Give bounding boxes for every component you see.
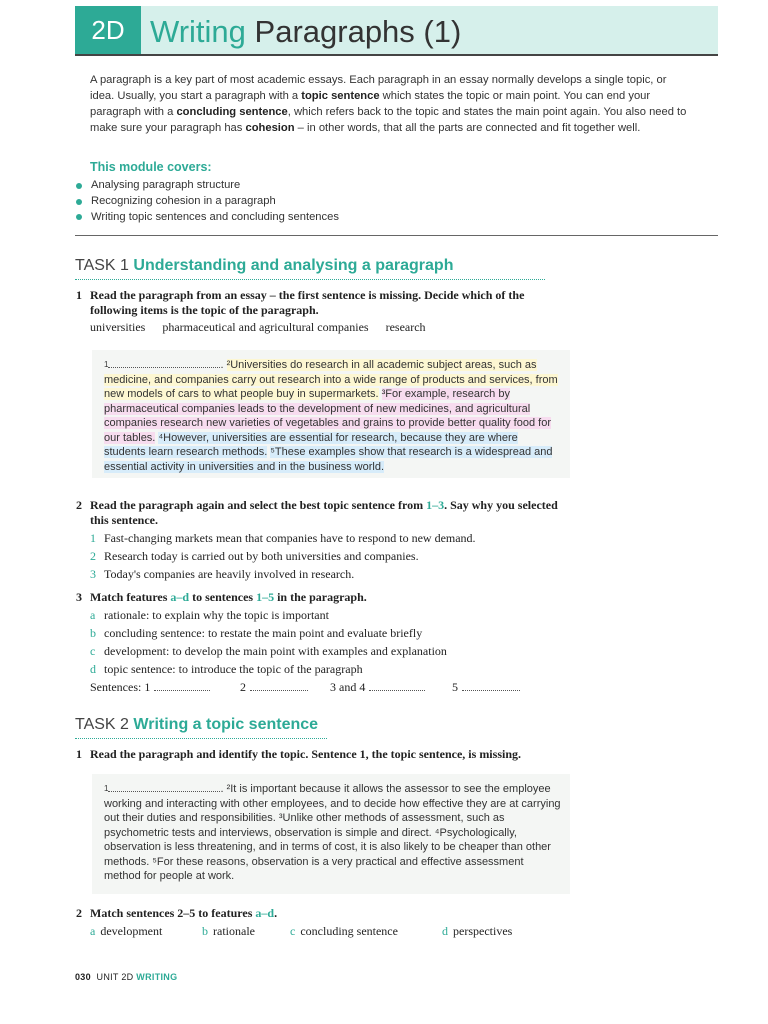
- question-number: 3: [76, 590, 82, 604]
- option-text: Today's companies are heavily involved in research.: [104, 567, 355, 581]
- sentences-label: 3 and 4: [330, 680, 366, 694]
- task1-q1: [76, 288, 570, 317]
- footer-section: WRITING: [136, 972, 178, 982]
- option-text: concluding sentence: to restate the main point and evaluate briefly: [104, 626, 423, 640]
- option-text: concluding sentence: [300, 924, 398, 938]
- question-text: Read the paragraph again and select the best topic sentence from: [90, 498, 427, 512]
- list-item: [90, 624, 447, 642]
- question-number: 1: [76, 747, 82, 761]
- option-text: rationale: to explain why the topic is important: [104, 608, 329, 622]
- question-text: Match sentences 2–5 to features: [90, 906, 256, 920]
- option-label: 3: [90, 567, 96, 581]
- option-label: c: [90, 644, 96, 658]
- page-footer: [75, 972, 177, 982]
- intro-bold-cohesion: cohesion: [245, 122, 295, 134]
- option-label: 1: [90, 531, 96, 545]
- footer-unit: UNIT 2D: [96, 972, 134, 982]
- sentence-2: ²It is important because it allows the assessor to see the employee working and interacting with other employees, and to decide how effective they are at carrying out their duties and responsibilities.: [104, 783, 561, 824]
- sentence-4: ⁴Psychologically, observation is less threatening, and in terms of cost, it is also likely to be cheaper than other methods.: [104, 826, 551, 868]
- intro-bold-topic: topic sentence: [301, 90, 380, 102]
- list-item: [90, 547, 476, 565]
- list-item: [90, 660, 447, 678]
- question-text: Read the paragraph from an essay – the first sentence is missing. Decide which of the following items is the topic of the paragraph.: [90, 288, 525, 317]
- sentence-number: 1: [104, 360, 109, 369]
- sentence-5: ⁵These examples show that research is a widespread and essential activity in universities and in the business world.: [104, 446, 553, 473]
- sentence-3: ³Unlike other methods of assessment, such as psychometric tests and interviews, observation is simple and direct.: [104, 812, 505, 839]
- option-label: a: [90, 608, 96, 622]
- sentence-5: ⁵For these reasons, observation is a very practical and effective assessment method for people at work.: [104, 855, 524, 882]
- intro-paragraph: [90, 72, 690, 136]
- page-number: 030: [75, 972, 91, 982]
- option-label: d: [442, 924, 448, 938]
- q2-options: [90, 529, 476, 583]
- topic-choice: pharmaceutical and agricultural companies: [162, 320, 369, 334]
- answer-blank[interactable]: [250, 681, 308, 691]
- topic-choice: research: [385, 320, 426, 334]
- task2-title: Writing a topic sentence: [133, 716, 319, 733]
- answer-blank[interactable]: [369, 681, 425, 691]
- bullet-icon: [76, 214, 82, 220]
- covers-item-text: Writing topic sentences and concluding sentences: [91, 210, 339, 223]
- topic-choice: universities: [90, 320, 146, 334]
- list-item: [90, 529, 476, 547]
- covers-list: [76, 178, 339, 225]
- answer-blank[interactable]: [154, 681, 210, 691]
- option-text: Research today is carried out by both universities and companies.: [104, 549, 419, 563]
- sentence-4: ⁴However, universities are essential for research, because they are where students learn research methods.: [104, 431, 518, 458]
- bullet-icon: [76, 183, 82, 189]
- sentence-3: ³For example, research by pharmaceutical companies leads to the development of new medicines, and agricultural companies research new varieties of vegetables and grains to provide better quality food for our tables.: [104, 388, 551, 444]
- option-label: 2: [90, 549, 96, 563]
- question-number: 1: [76, 288, 82, 302]
- option-text: development: to develop the main point with examples and explanation: [104, 644, 447, 658]
- bullet-icon: [76, 199, 82, 205]
- task2-q1: [76, 747, 521, 762]
- option-label: c: [290, 924, 296, 938]
- option-text: topic sentence: to introduce the topic of the paragraph: [104, 662, 363, 676]
- answer-blank[interactable]: [108, 782, 220, 792]
- question-range: 1–3: [426, 498, 445, 512]
- q3-options: [90, 606, 447, 678]
- option-text: perspectives: [453, 924, 513, 938]
- task1-q3: [76, 590, 367, 605]
- title-strong: Writing: [150, 14, 246, 49]
- sentence-2: ²Universities do research in all academic subject areas, such as medicine, and companies carry out research into a wide range of products and services, from new models of cars to what people buy in supermarkets.: [104, 359, 558, 400]
- answer-blank[interactable]: [108, 358, 220, 368]
- option-label: b: [202, 924, 208, 938]
- task1-q2: [76, 498, 570, 527]
- option-label: b: [90, 626, 96, 640]
- title-rest: Paragraphs (1): [254, 14, 462, 49]
- task-dotted-rule: [75, 279, 545, 280]
- page-title: [150, 14, 461, 50]
- sentences-label: 2: [240, 680, 246, 694]
- list-item: [90, 642, 447, 660]
- sentences-label: 5: [452, 680, 458, 694]
- intro-text-2: which states the topic or main point. You can end your paragraph with a: [90, 90, 651, 118]
- option-label: d: [90, 662, 96, 676]
- section-divider: [75, 235, 718, 236]
- task2-q2: [76, 906, 277, 921]
- task2-heading: [75, 716, 318, 734]
- feature-option: [442, 924, 512, 939]
- list-item: [76, 210, 339, 226]
- sentence-number: 1: [104, 784, 109, 793]
- question-text: . Say why you selected this sentence.: [90, 498, 558, 527]
- intro-text-4: – in other words, that all the parts are connected and fit together well.: [294, 122, 641, 134]
- task1-number: TASK 1: [75, 257, 129, 274]
- unit-badge: 2D: [75, 6, 141, 54]
- question-range: a–d: [170, 590, 190, 604]
- topic-choices: [90, 320, 440, 335]
- module-header: [75, 6, 718, 56]
- question-text: in the paragraph.: [274, 590, 367, 604]
- task1-heading: [75, 257, 453, 275]
- question-text: .: [274, 906, 278, 920]
- list-item: [90, 565, 476, 583]
- question-range: a–d: [255, 906, 275, 920]
- feature-option: [202, 924, 255, 939]
- covers-item-text: Analysing paragraph structure: [91, 179, 241, 191]
- task1-paragraph-panel: $^1$ . ²Universities do research in all academic subject areas, such as medicine, and companies carry out research into a wide range of products and services, from new models of cars to what people buy in supermarkets. ³For example, research by pharmaceutical companies leads to the development of new medicines, and agricultural companies research new varieties of vegetables and grains to provide better quality food for our tables. ⁴However, universities are essential for research, because they are where students learn research methods. ⁵These examples show that research is a widespread and essential activity in universities and in the business world.: [92, 350, 570, 478]
- intro-bold-concluding: concluding sentence: [176, 106, 288, 118]
- question-range: 1–5: [256, 590, 275, 604]
- task2-number: TASK 2: [75, 716, 129, 733]
- covers-title: This module covers:: [90, 160, 212, 174]
- feature-option: [290, 924, 398, 939]
- question-text: Read the paragraph and identify the topic. Sentence 1, the topic sentence, is missing.: [90, 747, 521, 761]
- task1-title: Understanding and analysing a paragraph: [133, 257, 454, 274]
- feature-option: [90, 924, 162, 939]
- list-item: [76, 178, 339, 194]
- option-text: rationale: [213, 924, 255, 938]
- question-number: 2: [76, 906, 82, 920]
- sentences-label: Sentences: 1: [90, 680, 151, 694]
- question-number: 2: [76, 498, 82, 512]
- question-text: to sentences: [189, 590, 257, 604]
- list-item: [90, 606, 447, 624]
- answer-blank[interactable]: [462, 681, 520, 691]
- task2-paragraph-panel: $^1$ . ²It is important because it allows the assessor to see the employee working and interacting with other employees, and to decide how effective they are at carrying out their duties and responsibilities. ³Unlike other methods of assessment, such as psychometric tests and interviews, observation is simple and direct. ⁴Psychologically, observation is less threatening, and in terms of cost, it is also likely to be cheaper than other methods. ⁵For these reasons, observation is a very practical and effective assessment method for people at work.: [92, 774, 570, 894]
- question-text: Match features: [90, 590, 171, 604]
- intro-text-3: , which refers back to the topic and states the main point again. You also need to make sure your paragraph has: [90, 106, 687, 134]
- list-item: [76, 194, 339, 210]
- option-text: development: [100, 924, 163, 938]
- option-label: a: [90, 924, 96, 938]
- task-dotted-rule: [75, 738, 327, 739]
- option-text: Fast-changing markets mean that companies have to respond to new demand.: [104, 531, 476, 545]
- covers-item-text: Recognizing cohesion in a paragraph: [91, 194, 276, 207]
- intro-text-1: A paragraph is a key part of most academic essays. Each paragraph in an essay normally develops a single topic, or idea. Usually, you start a paragraph with a: [90, 74, 667, 102]
